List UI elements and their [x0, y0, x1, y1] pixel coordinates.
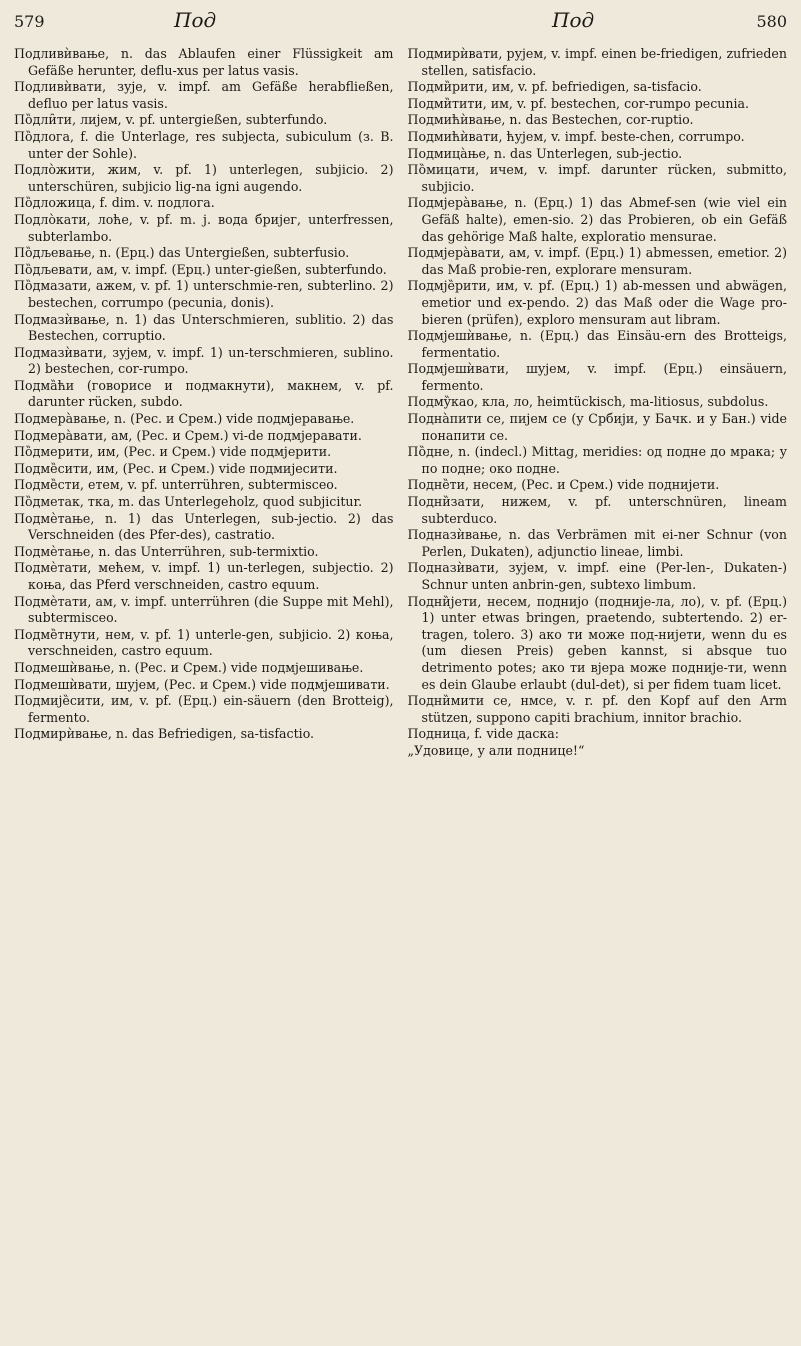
dictionary-entry: Подмера̀вање, n. (Рес. и Срем.) vide подмјеравање.: [14, 411, 355, 427]
dictionary-entry: Подмићѝвање, n. das Bestechen, cor-ruptio.: [407, 112, 694, 128]
dictionary-entry: Подмѐтање, n. das Unterrühren, sub-termixtio.: [14, 543, 319, 559]
text-columns: [14, 46, 787, 760]
running-headword-right: Под: [552, 8, 595, 32]
page-number-right: 580: [756, 12, 787, 31]
dictionary-entry: Подница, f. vide даска:: [407, 726, 560, 742]
dictionary-entry: Подме̏тнути, нем, v. pf. 1) unterle-gen, subjicio. 2) коња, verschneiden, castro equum.: [14, 626, 394, 659]
dictionary-entry: По̏дмазати, ажем, v. pf. 1) unterschmie-ren, subterlino. 2) bestechen, corrumpo (pecunia, donis).: [14, 278, 394, 310]
running-headword-left: Под: [174, 8, 217, 32]
dictionary-entry: Подмје̏рити, им, v. pf. (Ерц.) 1) ab-messen und abwägen, emetior und ex-pendo. 2) das Maß oder die Wage pro-bieren (prüfen), exploro mensuram aut libram.: [407, 278, 787, 327]
dictionary-entry: Подмѐтати, мећем, v. impf. 1) un-terlegen, subjectio. 2) коња, das Pferd verschneiden, castro equum.: [14, 560, 394, 592]
left-column: [14, 46, 394, 760]
dictionary-entry: Подназѝвање, n. das Verbrämen mit ei-ner Schnur (von Perlen, Dukaten), adjunctio lineae, limbi.: [407, 527, 787, 559]
dictionary-entry: Подмѐтање, n. 1) das Unterlegen, sub-jectio. 2) das Verschneiden (des Pfer-des), castratio.: [14, 510, 394, 543]
dictionary-entry: Подмјешѝвање, n. (Ерц.) das Einsäu-ern des Brotteigs, fermentatio.: [407, 328, 787, 360]
dictionary-entry: Подназѝвати, зујем, v. impf. eine (Per-len-, Dukaten-) Schnur unten anbrin-gen, subtexo limbum.: [407, 560, 787, 592]
dictionary-entry: Подни̏јети, несем, поднијо (подније-ла, ло), v. pf. (Ерц.) 1) unter etwas bringen, praetendo, subtertendo. 2) er-tragen, tolero. 3) ако ти може под-нијети, wenn du es (um diesen Preis) geben kannst, si absque tuo detrimento potes; ако ти вјера може подније-ти, wenn es dein Glaube erlaubt (dul-det), si per fidem tuam licet.: [407, 593, 787, 692]
right-column: [408, 46, 788, 760]
dictionary-entry: Подмешѝвање, n. (Рес. и Срем.) vide подмјешивање.: [14, 659, 364, 675]
dictionary-entry: По̏дмерити, им, (Рес. и Срем.) vide подмјерити.: [14, 444, 332, 460]
dictionary-entry: Подло̀жити, жим, v. pf. 1) unterlegen, subjicio. 2) unterschüren, subjicio lig-na igni augendo.: [14, 162, 394, 194]
dictionary-entry: „Удовице, у али поднице!“: [407, 742, 585, 758]
dictionary-entry: Подмирѝвање, n. das Befriedigen, sa-tisfactio.: [14, 726, 315, 742]
dictionary-entry: Подне̏ти, несем, (Рес. и Срем.) vide поднијети.: [407, 477, 720, 493]
dictionary-entry: Подмићѝвати, ћујем, v. impf. beste-chen, corrumpo.: [407, 128, 745, 144]
dictionary-entry: Подме̏сити, им, (Рес. и Срем.) vide подмијесити.: [14, 460, 338, 476]
dictionary-entry: Подме̏сти, етем, v. pf. unterrühren, subtermisceo.: [14, 477, 338, 493]
dictionary-entry: Подмјешѝвати, шујем, v. impf. (Ерц.) einsäuern, fermento.: [407, 361, 787, 393]
dictionary-entry: Подмирѝвати, рујем, v. impf. einen be-friedigen, zufrieden stellen, satisfacio.: [407, 46, 787, 78]
dictionary-entry: Подмјера̀вање, n. (Ерц.) 1) das Abmef-sen (wie viel ein Gefäß halte), emen-sio. 2) das Probieren, ob ein Gefäß das gehörige Maß halte, exploratio mensurae.: [407, 195, 787, 244]
dictionary-entry: По̏дметак, тка, m. das Unterlegeholz, quod subjicitur.: [14, 494, 363, 510]
dictionary-entry: По̏дљевање, n. (Ерц.) das Untergießen, subterfusio.: [14, 245, 350, 261]
page-number-left: 579: [14, 12, 45, 31]
dictionary-entry: По̏дљевати, ам, v. impf. (Ерц.) unter-gießen, subterfundo.: [14, 261, 387, 277]
dictionary-entry: По̏дложица, f. dim. v. подлога.: [14, 195, 215, 211]
dictionary-entry: Подни̏зати, нижем, v. pf. unterschnüren, lineam subterduco.: [407, 494, 787, 526]
dictionary-entry: Подливѝвати, зује, v. impf. am Gefäße herabfließen, defluo per latus vasis.: [14, 79, 394, 111]
dictionary-entry: По̏дли̑ти, лијем, v. pf. untergießen, subterfundo.: [14, 112, 328, 128]
dictionary-entry: По̏мицати, ичем, v. impf. darunter rücken, submitto, subjicio.: [407, 162, 787, 194]
dictionary-entry: Подмјера̀вати, ам, v. impf. (Ерц.) 1) abmessen, emetior. 2) das Maß probie-ren, explorare mensuram.: [407, 245, 787, 277]
dictionary-entry: Подливѝвање, n. das Ablaufen einer Flüssigkeit am Gefäße herunter, deflu-xus per latus vasis.: [14, 46, 394, 78]
dictionary-entry: Подмешѝвати, шујем, (Рес. и Срем.) vide подмјешивати.: [14, 676, 390, 692]
dictionary-entry: Подмѐтати, ам, v. impf. unterrühren (die Suppe mit Mehl), subtermisceo.: [14, 593, 394, 626]
dictionary-entry: Подмера̀вати, ам, (Рес. и Срем.) vi-de подмјеравати.: [14, 427, 362, 443]
dictionary-entry: Подмазѝвање, n. 1) das Unterschmieren, sublitio. 2) das Bestechen, corruptio.: [14, 311, 394, 344]
dictionary-entry: Подна̀пити се, пијем се (у Србији, у Бачк. и у Бан.) vide понапити се.: [407, 411, 787, 443]
page-header: [14, 8, 787, 46]
dictionary-entry: Подму̏као, кла, ло, heimtückisch, ma-litiosus, subdolus.: [407, 394, 769, 410]
dictionary-entry: Подло̀кати, лоће, v. pf. m. j. вода бријег, unterfressen, subterlambo.: [14, 211, 394, 244]
dictionary-entry: Подмица̀ње, n. das Unterlegen, sub-jectio.: [407, 145, 683, 161]
dictionary-entry: Подни̏мити се, нмсе, v. r. pf. den Kopf auf den Arm stützen, suppono capiti brachium, innitor brachio.: [407, 693, 787, 725]
dictionary-entry: Подмије̏сити, им, v. pf. (Ерц.) ein-säuern (den Brotteig), fermento.: [14, 693, 394, 725]
dictionary-entry: Подмазѝвати, зујем, v. impf. 1) un-terschmieren, sublino. 2) bestechen, cor-rumpo.: [14, 344, 394, 377]
dictionary-entry: Подма̏ћи (говорисе и подмакнути), макнем, v. pf. darunter rücken, subdo.: [14, 377, 394, 410]
dictionary-entry: По̏дне, n. (indecl.) Mittag, meridies: од подне до мрака; у по подне; око подне.: [407, 444, 787, 476]
dictionary-entry: Подми̏тити, им, v. pf. bestechen, cor-rumpo pecunia.: [407, 95, 750, 111]
dictionary-entry: Подми̏рити, им, v. pf. befriedigen, sa-tisfacio.: [407, 79, 702, 95]
dictionary-entry: По̏длога, f. die Unterlage, res subjecta, subiculum (з. B. unter der Sohle).: [14, 128, 394, 161]
